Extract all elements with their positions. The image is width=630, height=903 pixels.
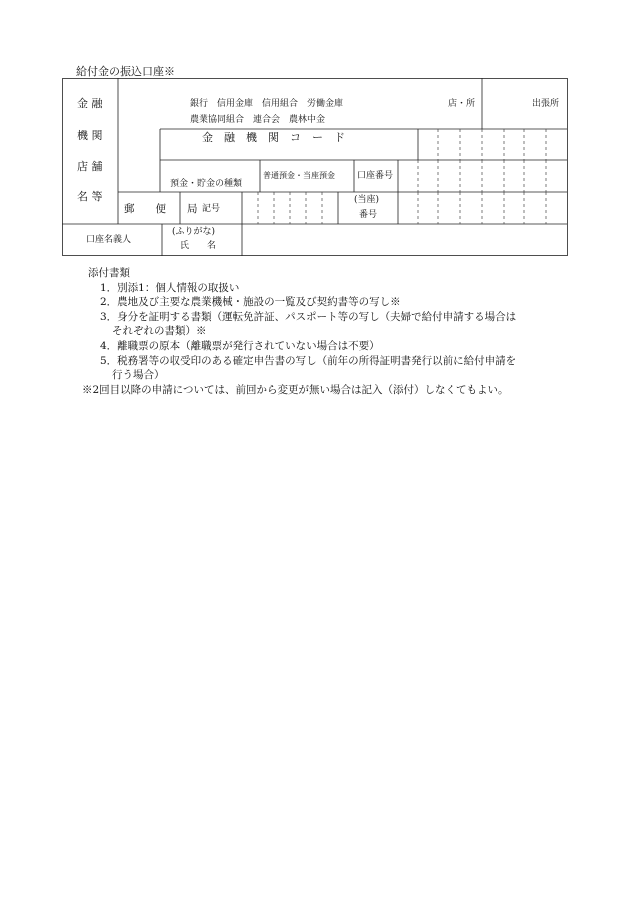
bank-code-label: 金 融 機 関 コ ー ド bbox=[202, 131, 345, 144]
branch-office-label: 出張所 bbox=[532, 99, 560, 109]
attachment-item-4: 4．離職票の原本（離職票が発行されていない場合は不要） bbox=[100, 339, 380, 352]
attachment-item-5-cont: 行う場合） bbox=[112, 369, 165, 382]
attachment-item-3-cont: それぞれの書類）※ bbox=[112, 325, 207, 338]
furigana-label: (ふりがな) bbox=[172, 227, 216, 237]
institution-types-line2: 農業協同組合 連合会 農林中金 bbox=[190, 115, 326, 125]
account-holder-label: 口座名義人 bbox=[86, 235, 132, 245]
bank-account-form bbox=[62, 78, 568, 256]
attachment-item-3: 3．身分を証明する書類（運転免許証、パスポート等の写し（夫婦で給付申請する場合は bbox=[100, 310, 517, 323]
branch-label: 店・所 bbox=[448, 99, 476, 109]
label-kinyu: 金 融 bbox=[77, 97, 103, 110]
deposit-options: 普通預金・当座預金 bbox=[263, 171, 335, 180]
name-label: 氏 名 bbox=[180, 241, 217, 251]
label-tenpo: 店 舗 bbox=[77, 160, 103, 173]
label-kikan: 機 関 bbox=[77, 129, 103, 142]
attachment-item-1: 1．別添1：個人情報の取扱い bbox=[100, 281, 240, 294]
account-number-label: 口座番号 bbox=[357, 171, 394, 181]
post-office-label: 郵 便 局 bbox=[124, 203, 198, 215]
attachments-section bbox=[82, 266, 517, 397]
deposit-type-label: 預金・貯金の種類 bbox=[170, 179, 243, 189]
attachment-item-5: 5．税務署等の収受印のある確定申告書の写し（前年の所得証明書発行以前に給付申請を bbox=[100, 354, 517, 367]
section-title: 給付金の振込口座※ bbox=[76, 65, 175, 78]
institution-name-field[interactable] bbox=[161, 79, 481, 128]
institution-types-line1: 銀行 信用金庫 信用組合 労働金庫 bbox=[190, 99, 344, 109]
current-account-label: (当座) bbox=[354, 195, 380, 205]
label-meitou: 名 等 bbox=[77, 190, 103, 203]
account-holder-name-field[interactable] bbox=[243, 225, 566, 255]
symbol-label: 記号 bbox=[202, 204, 221, 214]
attachment-item-2: 2．農地及び主要な農業機械・施設の一覧及び契約書等の写し※ bbox=[100, 296, 401, 309]
attachments-note: ※2回目以降の申請については、前回から変更が無い場合は記入（添付）しなくてもよい。 bbox=[82, 383, 509, 396]
number-label: 番号 bbox=[359, 210, 378, 220]
attachments-heading: 添付書類 bbox=[88, 267, 130, 279]
